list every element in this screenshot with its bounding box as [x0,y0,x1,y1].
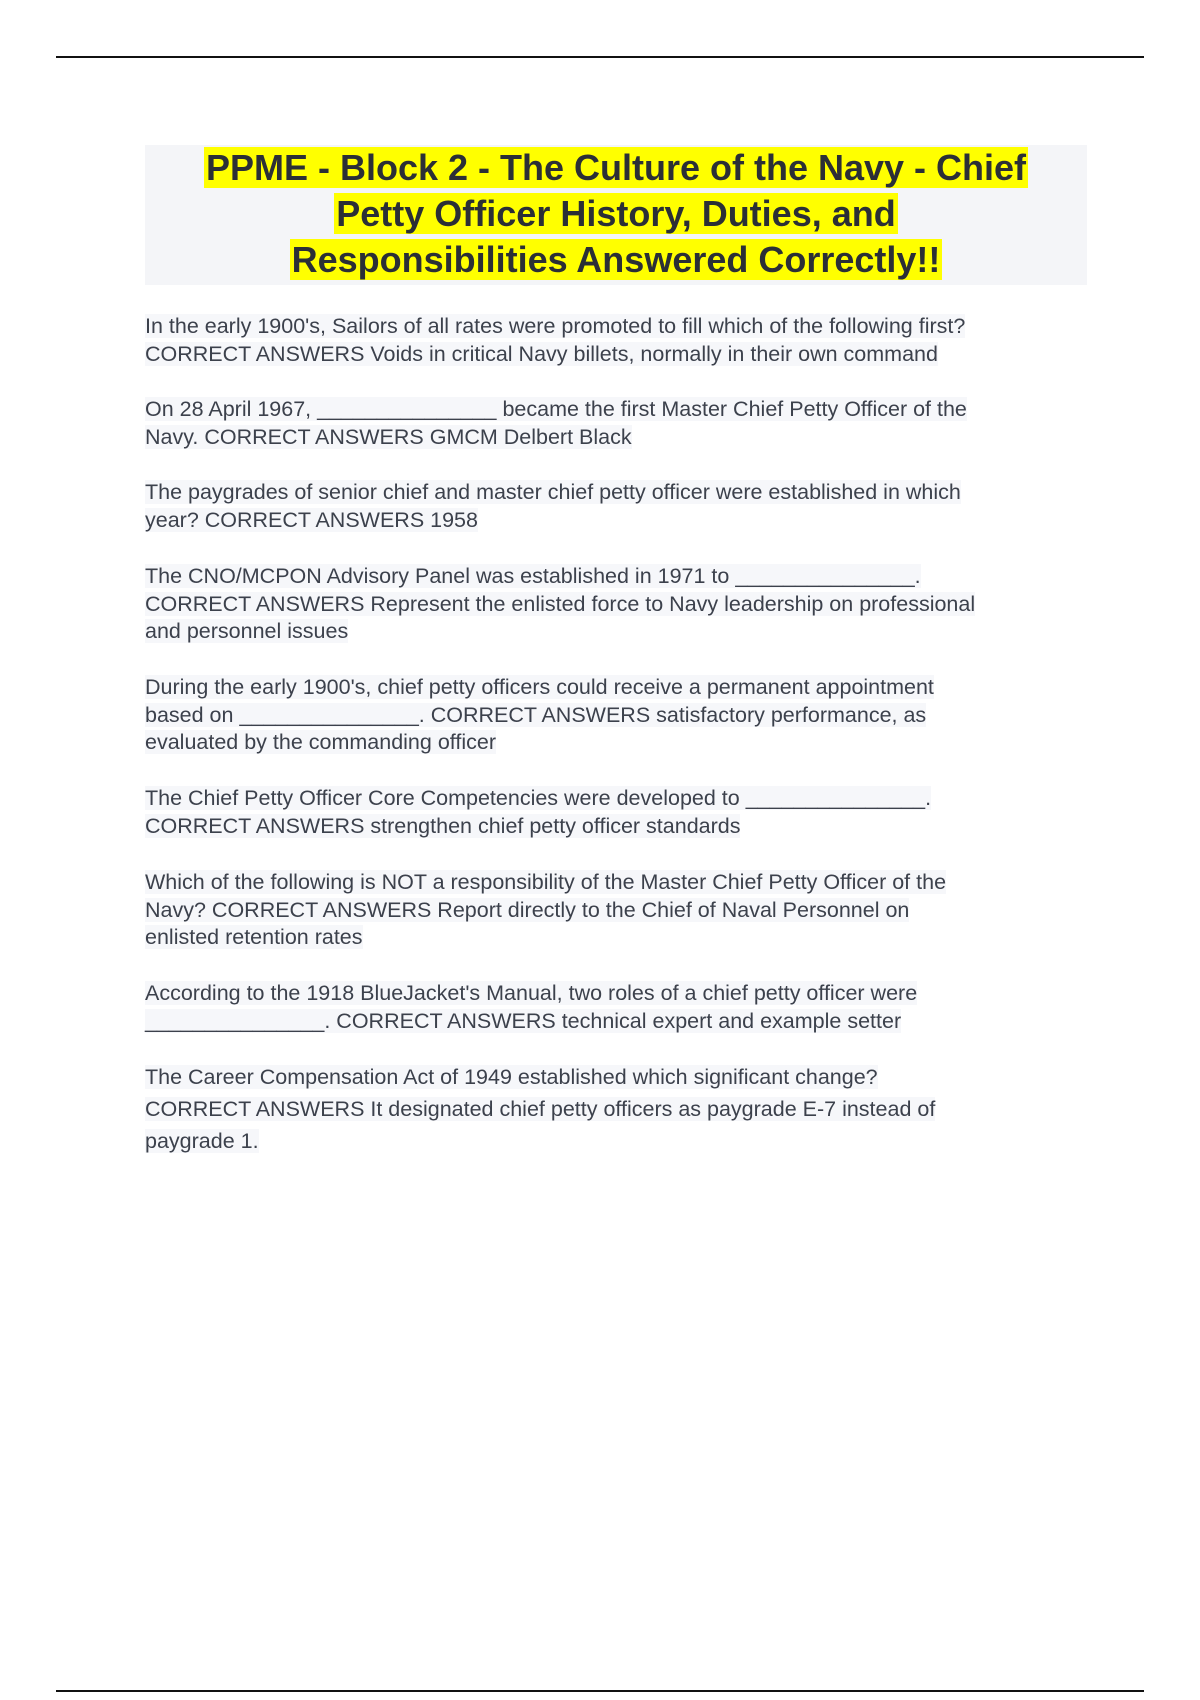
qa-line: The paygrades of senior chief and master chief petty officer were established in which [145,480,961,504]
qa-line: CORRECT ANSWERS It designated chief petty officers as paygrade E-7 instead of [145,1097,936,1121]
title-line [145,191,1087,237]
title-text: PPME - Block 2 - The Culture of the Navy - Chief [205,147,1027,188]
document-title [145,145,1087,285]
qa-item [145,785,1095,840]
qa-line: CORRECT ANSWERS Represent the enlisted force to Navy leadership on professional [145,591,976,616]
qa-line: The CNO/MCPON Advisory Panel was established in 1971 to _______________. [145,564,921,588]
qa-line: paygrade 1. [145,1129,259,1153]
qa-item [145,313,1095,368]
qa-line: year? CORRECT ANSWERS 1958 [145,507,478,532]
qa-line: In the early 1900's, Sailors of all rates were promoted to fill which of the following first? [145,314,966,338]
title-line [145,237,1087,283]
qa-item [145,869,1095,952]
top-rule [56,56,1144,58]
qa-line: Navy? CORRECT ANSWERS Report directly to the Chief of Naval Personnel on [145,897,910,922]
qa-line: During the early 1900's, chief petty officers could receive a permanent appointment [145,675,934,699]
qa-item [145,479,1095,534]
qa-line: based on _______________. CORRECT ANSWERS satisfactory performance, as [145,702,927,727]
qa-line: enlisted retention rates [145,925,363,949]
qa-item [145,980,1095,1035]
qa-line: Navy. CORRECT ANSWERS GMCM Delbert Black [145,424,632,449]
title-line [145,145,1087,191]
qa-line: According to the 1918 BlueJacket's Manual, two roles of a chief petty officer were [145,981,918,1005]
title-text: Petty Officer History, Duties, and [336,193,896,234]
qa-line: On 28 April 1967, _______________ became the first Master Chief Petty Officer of the [145,397,967,421]
qa-line: _______________. CORRECT ANSWERS technical expert and example setter [145,1008,902,1033]
qa-line: CORRECT ANSWERS strengthen chief petty officer standards [145,813,741,838]
qa-line: and personnel issues [145,619,349,643]
title-text: Responsibilities Answered Correctly!! [291,239,941,280]
qa-line: The Chief Petty Officer Core Competencies were developed to _______________. [145,786,932,810]
qa-line: The Career Compensation Act of 1949 established which significant change? [145,1065,878,1089]
qa-item [145,1061,1095,1157]
qa-line: evaluated by the commanding officer [145,730,496,754]
qa-item [145,674,1095,757]
qa-line: Which of the following is NOT a responsibility of the Master Chief Petty Officer of the [145,870,947,894]
bottom-rule [56,1690,1144,1692]
qa-item [145,396,1095,451]
qa-item [145,563,1095,646]
qa-line: CORRECT ANSWERS Voids in critical Navy billets, normally in their own command [145,341,938,366]
